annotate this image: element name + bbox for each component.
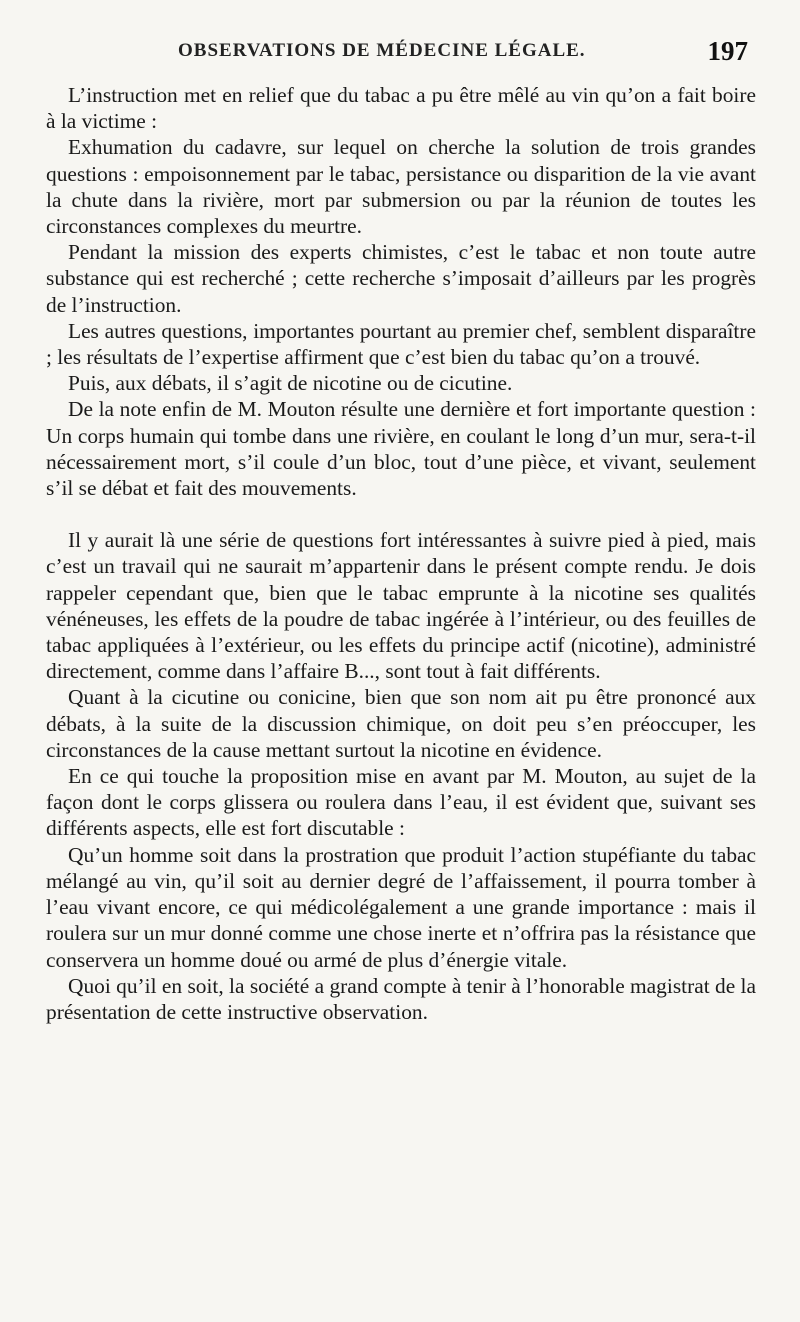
paragraph: Pendant la mission des experts chimistes, c’est le tabac et non toute autre substance qui est recherché ; cette recherche s’imposait d’ailleurs par les progrès de l’instruction. (46, 240, 756, 317)
paragraph: Exhumation du cadavre, sur lequel on cherche la solution de trois grandes questions : empoisonnement par le tabac, persistance ou disparition de la vie avant la chute dans la rivière, mort par submersion ou par la réunion de toutes les circonstances complexes du meurtre. (46, 135, 756, 239)
page-number: 197 (707, 36, 748, 66)
paragraph: L’instruction met en relief que du tabac a pu être mêlé au vin qu’on a fait boire à la victime : (46, 83, 756, 134)
paragraph: Il y aurait là une série de questions fort intéressantes à suivre pied à pied, mais c’est un travail qui ne saurait m’appartenir dans le présent compte rendu. Je dois rappeler cependant que, bien que le tabac emprunte à la nicotine ses qualités vénéneuses, les effets de la poudre de tabac ingérée à l’intérieur, ou des feuilles de tabac appliquées à l’extérieur, ou les effets du principe actif (nicotine), administré directement, comme dans l’affaire B..., sont tout à fait différents. (46, 528, 756, 684)
running-title: OBSERVATIONS DE MÉDECINE LÉGALE. (178, 40, 586, 61)
paragraph: Qu’un homme soit dans la prostration que produit l’action stupéfiante du tabac mélangé au vin, qu’il soit au dernier degré de l’affaissement, il pourra tomber à l’eau vivant encore, ce qui médicolégalement a une grande importance : mais il roulera sur un mur donné comme une chose inerte et n’offrira pas la résistance que conservera un homme doué ou armé de plus d’énergie vitale. (46, 842, 756, 972)
paragraph: Quoi qu’il en soit, la société a grand compte à tenir à l’honorable magistrat de la présentation de cette instructive observation. (46, 973, 756, 1024)
running-header (46, 36, 748, 70)
paragraph: Les autres questions, importantes pourtant au premier chef, semblent disparaître ; les résultats de l’expertise affirment que c’est bien du tabac qu’on a trouvé. (46, 318, 756, 370)
paragraph: Puis, aux débats, il s’agit de nicotine ou de cicutine. (68, 371, 513, 396)
paragraph: En ce qui touche la proposition mise en avant par M. Mouton, au sujet de la façon dont le corps glissera ou roulera dans l’eau, il est évident que, suivant ses différents aspects, elle est fort discutable : (46, 764, 756, 841)
body-text (46, 82, 756, 1025)
paragraph: De la note enfin de M. Mouton résulte une dernière et fort importante question : Un corps humain qui tombe dans une rivière, en coulant le long d’un mur, sera-t-il nécessairement mort, s’il coule d’un bloc, tout d’une pièce, et vivant, seulement s’il se débat et fait des mouvements. (46, 397, 756, 501)
paragraph: Quant à la cicutine ou conicine, bien que son nom ait pu être prononcé aux débats, à la suite de la discussion chimique, on doit peu s’en préoccuper, les circonstances de la cause mettant surtout la nicotine en évidence. (46, 685, 756, 762)
